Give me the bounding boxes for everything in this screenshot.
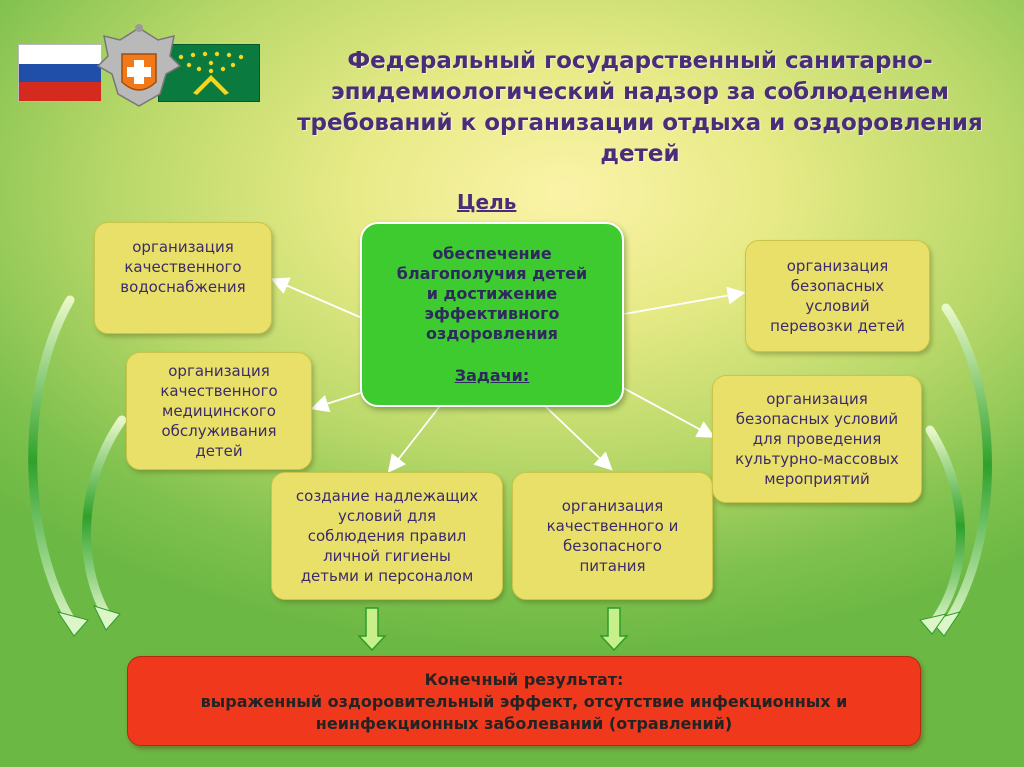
task-water-supply bbox=[94, 222, 272, 334]
goal-line: и достижение bbox=[426, 283, 558, 303]
task-line: безопасных bbox=[790, 277, 885, 295]
title-line: Федеральный государственный санитарно- bbox=[347, 48, 933, 74]
task-line: культурно-массовых bbox=[735, 450, 899, 468]
task-line: для проведения bbox=[752, 430, 882, 448]
curve-left-outer-head bbox=[58, 612, 88, 636]
task-line: качественного bbox=[160, 382, 278, 400]
task-medical-service bbox=[126, 352, 312, 470]
task-line: условий для bbox=[338, 507, 436, 525]
curve-left-inner-head bbox=[94, 606, 120, 630]
arrow-to-events bbox=[616, 384, 712, 436]
task-line: обслуживания bbox=[161, 422, 277, 440]
goal-line: обеспечение bbox=[432, 243, 552, 263]
arrow-to-food bbox=[545, 406, 610, 468]
arrow-to-hygiene bbox=[390, 406, 440, 470]
arrow-to-transport bbox=[624, 293, 742, 314]
goal-box bbox=[360, 222, 624, 407]
task-line: создание надлежащих bbox=[295, 487, 479, 505]
title-line: требований к организации отдыха и оздоровления bbox=[297, 110, 983, 136]
down-arrow-right bbox=[601, 608, 627, 650]
down-arrow-left bbox=[359, 608, 385, 650]
task-line: детьми и персоналом bbox=[300, 567, 474, 585]
task-line: качественного bbox=[124, 258, 242, 276]
task-line: питания bbox=[579, 557, 646, 575]
task-line: перевозки детей bbox=[770, 317, 905, 335]
task-cultural-events bbox=[712, 375, 922, 503]
task-line: мероприятий bbox=[764, 470, 870, 488]
result-heading: Конечный результат: bbox=[424, 670, 624, 689]
task-line: организация bbox=[132, 238, 234, 256]
goal-line: оздоровления bbox=[426, 323, 558, 343]
task-line: водоснабжения bbox=[120, 278, 246, 296]
task-line: медицинского bbox=[162, 402, 276, 420]
task-line: организация bbox=[561, 497, 664, 515]
task-line: качественного и bbox=[546, 517, 679, 535]
arrow-to-water bbox=[274, 280, 362, 318]
task-line: безопасных условий bbox=[735, 410, 899, 428]
goal-line: эффективного bbox=[424, 303, 560, 323]
final-result-box bbox=[127, 656, 921, 746]
goal-line: благополучия детей bbox=[396, 263, 588, 283]
task-line: условий bbox=[805, 297, 870, 315]
curve-right-inner bbox=[930, 430, 961, 622]
task-food bbox=[512, 472, 713, 600]
task-line: детей bbox=[195, 442, 243, 460]
curve-left-inner bbox=[86, 420, 122, 614]
result-line: выраженный оздоровительный эффект, отсутствие инфекционных и bbox=[200, 692, 848, 711]
title-line: детей bbox=[600, 141, 680, 167]
task-line: безопасного bbox=[563, 537, 662, 555]
curve-left-outer bbox=[33, 300, 72, 622]
task-line: личной гигиены bbox=[323, 547, 451, 565]
task-hygiene bbox=[271, 472, 503, 600]
task-line: организация bbox=[766, 390, 868, 408]
goal-label: Цель bbox=[457, 190, 517, 214]
tasks-label: Задачи: bbox=[454, 365, 530, 385]
task-line: организация bbox=[168, 362, 270, 380]
task-line: организация bbox=[786, 257, 889, 275]
result-line: неинфекционных заболеваний (отравлений) bbox=[315, 714, 733, 733]
task-transport bbox=[745, 240, 930, 352]
title-line: эпидемиологический надзор за соблюдением bbox=[331, 79, 949, 105]
task-line: соблюдения правил bbox=[307, 527, 467, 545]
